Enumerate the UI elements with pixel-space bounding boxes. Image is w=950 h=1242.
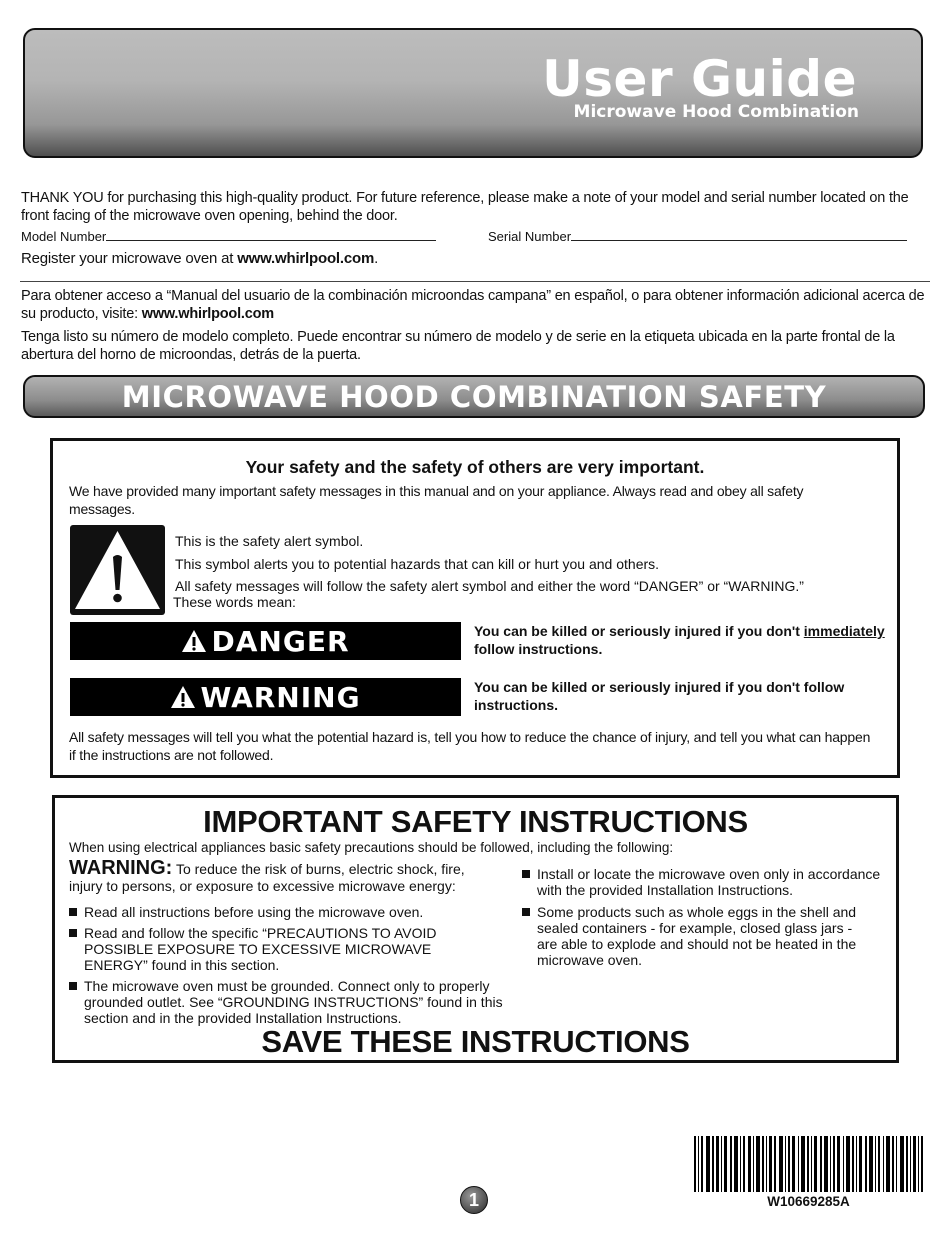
- barcode-icon: [694, 1136, 923, 1192]
- bullet-square-icon: [69, 908, 77, 916]
- register-text: Register your microwave oven at www.whirlpool.com.: [21, 250, 379, 267]
- safety-message-box: [50, 438, 900, 778]
- spanish-access-text: Para obtener acceso a “Manual del usuario de la combinación microondas campana” en español, o para obtener información adicional acerca de su producto, visite: www.whirlpool.com: [21, 288, 925, 322]
- these-words-mean: These words mean:: [173, 594, 296, 610]
- bullet-item: Read all instructions before using the microwave oven.: [69, 904, 499, 920]
- serial-number-blank: [571, 229, 907, 241]
- safety-box-footer: All safety messages will tell you what the potential hazard is, tell you how to reduce the chance of injury, and tell you what can happen if the instructions are not followed.: [69, 729, 871, 763]
- danger-label: DANGER: [211, 624, 350, 658]
- bullet-item: The microwave oven must be grounded. Connect only to properly grounded outlet. See “GROUNDING INSTRUCTIONS” found in this section and in the provided Installation Instructions.: [69, 978, 509, 1026]
- important-safety-box: [52, 795, 899, 1063]
- danger-alert-icon: [181, 629, 207, 653]
- spanish-link[interactable]: www.whirlpool.com: [141, 306, 274, 322]
- safety-section-banner: [23, 375, 925, 418]
- spanish-model-text: Tenga listo su número de modelo completo. Puede encontrar su número de modelo y de serie en la etiqueta ubicada en la parte frontal de la abertura del horno de microondas, detrás de la puerta.: [21, 329, 895, 363]
- warning-prefix: WARNING:: [69, 857, 173, 879]
- document-subtitle: Microwave Hood Combination: [573, 102, 859, 122]
- warning-text: You can be killed or seriously injured if you don't follow instructions.: [474, 679, 845, 713]
- safety-box-title: Your safety and the safety of others are very important.: [245, 457, 705, 477]
- bullet-item: Install or locate the microwave oven only in accordance with the provided Installation Instructions.: [522, 866, 882, 898]
- model-number-field: [21, 229, 436, 244]
- register-link[interactable]: www.whirlpool.com: [237, 250, 375, 267]
- part-number: W10669285A: [767, 1194, 850, 1209]
- important-safety-subtitle: When using electrical appliances basic safety precautions should be followed, including the following:: [69, 840, 674, 855]
- danger-text: You can be killed or seriously injured if you don't immediately follow instructions.: [474, 623, 885, 657]
- save-instructions-heading: SAVE THESE INSTRUCTIONS: [261, 1024, 690, 1059]
- header-banner: [23, 28, 923, 158]
- divider: [20, 281, 930, 282]
- warning-alert-icon: [170, 685, 196, 709]
- thank-you-text: THANK YOU for purchasing this high-quality product. For future reference, please make a note of your model and serial number located on the front facing of the microwave oven opening, behind the door.: [21, 190, 909, 224]
- warning-intro: WARNING: To reduce the risk of burns, electric shock, fire, injury to persons, or exposure to excessive microwave energy:: [69, 857, 465, 894]
- serial-number-label: Serial Number: [488, 229, 572, 244]
- safety-section-title: MICROWAVE HOOD COMBINATION SAFETY: [121, 379, 827, 414]
- important-safety-title: IMPORTANT SAFETY INSTRUCTIONS: [203, 804, 748, 839]
- bullet-item: Read and follow the specific “PRECAUTIONS TO AVOID POSSIBLE EXPOSURE TO EXCESSIVE MICROWAVE ENERGY” found in this section.: [69, 925, 469, 973]
- bullet-item: Some products such as whole eggs in the shell and sealed containers - for example, closed glass jars - are able to explode and should not be heated in the microwave oven.: [522, 904, 872, 968]
- model-number-label: Model Number: [21, 229, 107, 244]
- warning-sign: [70, 678, 461, 716]
- bullet-square-icon: [522, 870, 530, 878]
- safety-box-intro: We have provided many important safety messages in this manual and on your appliance. Always read and obey all safety messages.: [69, 483, 804, 517]
- serial-number-field: [488, 229, 907, 244]
- bullet-square-icon: [522, 908, 530, 916]
- bullet-square-icon: [69, 929, 77, 937]
- document-title: User Guide: [542, 50, 857, 108]
- bullet-square-icon: [69, 982, 77, 990]
- safety-alert-symbol-icon: [70, 525, 165, 615]
- model-number-blank: [106, 229, 436, 241]
- warning-label: WARNING: [200, 680, 361, 714]
- symbol-explanation: This is the safety alert symbol. This symbol alerts you to potential hazards that can kill or hurt you and others. All safety messages will follow the safety alert symbol and either the word “DANGER” or “WARNING.”: [175, 533, 804, 594]
- page-number-badge: 1: [460, 1186, 488, 1214]
- danger-sign: [70, 622, 461, 660]
